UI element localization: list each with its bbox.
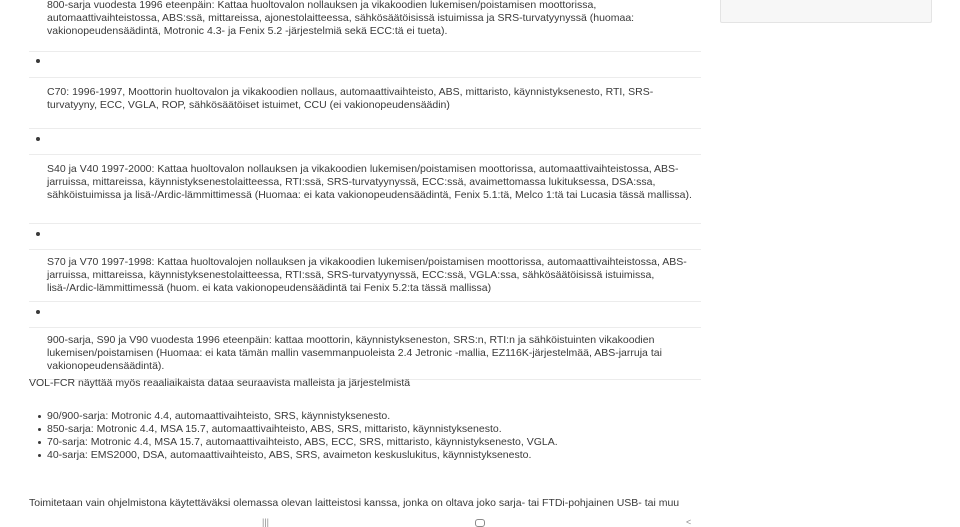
list-item	[29, 328, 701, 380]
list-item	[29, 78, 701, 129]
list-item	[29, 250, 701, 302]
empty-list-item	[29, 52, 701, 78]
bullet-dot	[38, 428, 41, 431]
empty-list-item	[29, 302, 701, 328]
empty-list-item	[29, 224, 701, 250]
live-data-intro: VOL-FCR näyttää myös reaaliaikaista dataa seuraavista malleista ja järjestelmistä	[29, 377, 411, 389]
list-item	[29, 0, 701, 52]
model-text-c70: C70: 1996-1997, Moottorin huoltovalon ja vikakoodien nollaus, automaattivaihteisto, ABS, mittaristo, käynnistyksenesto, RTI, SRS-turvatyyny, ECC, VGLA, ROP, sähkösäätöiset istuimet, CCU (ei vakionopeudensäädin)	[47, 86, 654, 111]
list-item	[29, 423, 701, 436]
live-item-text: 850-sarja: Motronic 4.4, MSA 15.7, automaattivaihteisto, ABS, SRS, mittaristo, käynnistyksenesto.	[47, 423, 502, 435]
live-item-text: 90/900-sarja: Motronic 4.4, automaattivaihteisto, SRS, käynnistyksenesto.	[47, 410, 391, 422]
system-navigation-bar	[0, 516, 960, 527]
bullet-dot	[38, 454, 41, 457]
bullet-dot	[36, 310, 40, 314]
live-item-text: 70-sarja: Motronic 4.4, MSA 15.7, automaattivaihteisto, ABS, ECC, SRS, mittaristo, käynnistyksenesto, VGLA.	[47, 436, 558, 448]
bullet-dot	[36, 137, 40, 141]
bullet-dot	[36, 232, 40, 236]
bullet-dot	[36, 59, 40, 63]
model-text-900-s90-v90: 900-sarja, S90 ja V90 vuodesta 1996 eteenpäin: kattaa moottorin, käynnistyksenesto​n, SRS:n, RTI:n ja sähköistuinten vikakoodien lukemisen/poistamisen (Huomaa: ei kata tämän mallin vasemmanpuoleista 2.4 Jetronic -mallia, EZ116K-järjestelmää, ABS-jarruja tai vakionopeudensäädintä).	[47, 334, 662, 372]
list-item	[29, 410, 701, 423]
model-text-s40-v40: S40 ja V40 1997-2000: Kattaa huoltovalon nollauksen ja vikakoodien lukemisen/poistamisen moottorissa, automaattivaihteistossa, ABS-jarruissa, mittareissa, käynnistyksenestolaitteessa, RTI:ssä, SRS-turvatyynyssä, ECC:ssä, avaimettomassa lukituksessa, DSA:ssa, sähköistuimissa ja lisä-/Ardic-lämmittimessä (Huomaa: ei kata vakionopeudensäädintä, Fenix 5.1:tä, Melco 1:tä tai Lucasia tässä mallissa).	[47, 163, 692, 201]
recents-icon[interactable]: |||	[262, 517, 270, 527]
list-item	[29, 436, 701, 449]
sidebar-widget	[720, 0, 932, 23]
main-content	[29, 0, 701, 380]
live-data-list	[29, 410, 701, 462]
back-icon[interactable]: <	[686, 517, 692, 527]
bullet-dot	[38, 415, 41, 418]
model-text-s70-v70: S70 ja V70 1997-1998: Kattaa huoltovalojen nollauksen ja vikakoodien lukemisen/poistamisen moottorissa, automaattivaihteistossa, ABS-jarruissa, mittareissa, käynnistyksenestolaitteessa, RTI:ssä, SRS-turvatyynyssä, ECC:ssä, VGLA:ssa, sähkösäätöisissä istuimissa, lisä-/Ardic-lämmittimessä (huom. ei kata vakionopeudensäädintä tai Fenix 5.2:ta tässä mallissa)	[47, 256, 687, 294]
list-item	[29, 155, 701, 224]
live-item-text: 40-sarja: EMS2000, DSA, automaattivaihteisto, ABS, SRS, avaimeton keskuslukitus, käynnistyksenesto.	[47, 449, 532, 461]
model-text-800: 800-sarja vuodesta 1996 eteenpäin: Kattaa huoltovalon nollauksen ja vikakoodien lukemisen/poistamisen moottorissa, automaattivaihteistossa, ABS:ssä, mittareissa, ajonestolaitteessa, sähkösäätöisissä istuimissa ja SRS-turvatyynyssä (huomaa: vakionopeudensäädintä, Motronic 4.3- ja Fenix 5.2 -järjestelmiä sekä ECC:tä ei tueta).	[47, 0, 635, 37]
shipping-note: Toimitetaan vain ohjelmistona käytettäväksi olemassa olevan laitteistosi kanssa, jonka on oltava joko sarja- tai FTDi-pohjainen USB- tai muu	[29, 497, 680, 509]
bullet-dot	[38, 441, 41, 444]
home-icon[interactable]	[475, 519, 485, 527]
list-item	[29, 449, 701, 462]
model-list	[29, 0, 701, 380]
empty-list-item	[29, 129, 701, 155]
